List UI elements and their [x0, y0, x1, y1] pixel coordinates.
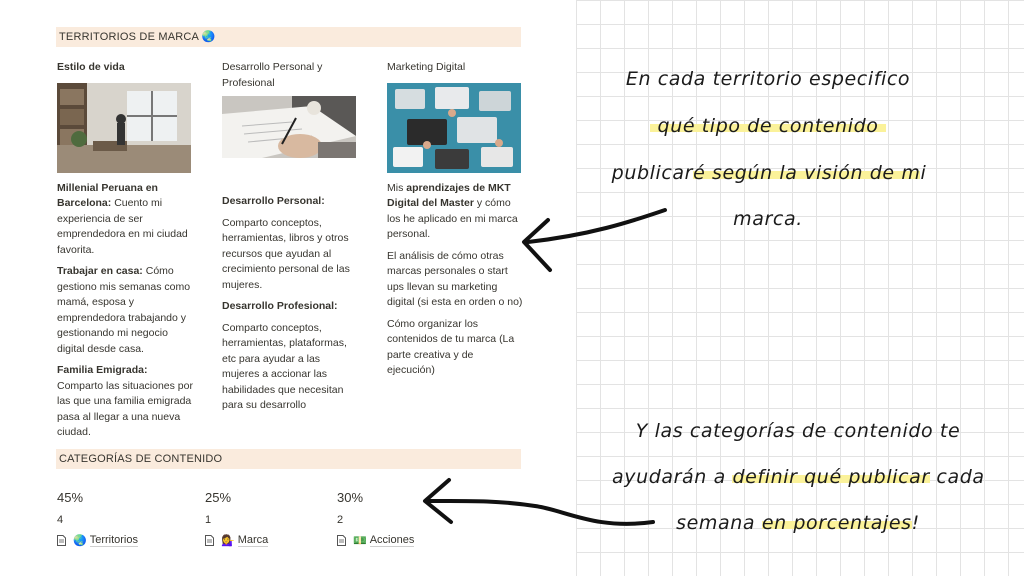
- highlight: qué tipo de contenido: [650, 115, 887, 137]
- marketing-photo[interactable]: [387, 83, 521, 173]
- paragraph: Desarrollo Profesional:: [222, 300, 338, 312]
- arrow-left-top-icon: [510, 200, 680, 290]
- category-emoji: 🌏: [73, 535, 87, 547]
- paragraph: Desarrollo Personal:: [222, 195, 325, 207]
- category-title: Acciones: [369, 534, 415, 546]
- paragraph: Millenial Peruana en Barcelona: Cuento mi experiencia de ser emprendedora en mi ciudad favorita.: [57, 181, 188, 256]
- category-count: 2: [337, 514, 344, 526]
- highlight: é según la visión de m: [693, 162, 921, 184]
- category-territorios: [57, 490, 177, 547]
- document-icon: [337, 535, 346, 546]
- writing-photo[interactable]: [222, 96, 356, 186]
- paragraph: Mis aprendizajes de MKT Digital del Master y cómo los he aplicado en mi marca personal.: [387, 181, 518, 240]
- category-percent: 30%: [337, 490, 364, 505]
- category-link[interactable]: [57, 534, 177, 547]
- paragraph: Comparto conceptos, herramientas, plataformas, etc para ayudar a las mujeres a accionar las habilidades que necesitan para su desarrollo: [222, 321, 347, 411]
- note-bottom-line3: semana en porcentajes!: [676, 512, 920, 534]
- lifestyle-photo[interactable]: [57, 83, 191, 173]
- note-bottom-line1: Y las categorías de contenido te: [635, 420, 961, 442]
- note-top-line2: [618, 115, 918, 137]
- note-top-line3: publicaré según la visión de mi: [611, 162, 927, 184]
- highlight: en porcentajes: [761, 512, 912, 534]
- category-emoji: 💵: [353, 535, 367, 547]
- column-title[interactable]: Marketing Digital: [387, 61, 466, 73]
- note-top-line4: marca.: [733, 208, 803, 230]
- category-count: 4: [57, 514, 64, 526]
- paragraph: Familia Emigrada: Comparto las situaciones por las que una familia emigrada pasa al llegar a una nueva ciudad.: [57, 364, 193, 438]
- document-icon: [205, 535, 214, 546]
- column-estilo-de-vida: [57, 60, 193, 447]
- category-percent: 25%: [205, 490, 232, 505]
- arrow-left-bottom-icon: [415, 470, 665, 540]
- paragraph: El análisis de cómo otras marcas personales o start ups llevan su marketing digital (si esta en orden o no): [387, 249, 523, 308]
- categorias-header: CATEGORÍAS DE CONTENIDO: [56, 449, 521, 469]
- territorios-header: TERRITORIOS DE MARCA 🌏: [56, 27, 521, 47]
- category-percent: 45%: [57, 490, 84, 505]
- column-title[interactable]: Estilo de vida: [57, 61, 125, 73]
- category-count: 1: [205, 514, 212, 526]
- category-title: Territorios: [89, 534, 138, 546]
- paragraph: Trabajar en casa: Cómo gestiono mis semanas como mamá, esposa y emprendedora trabajando y gestionando mi negocio digital desde casa.: [57, 265, 191, 355]
- category-emoji: 💁‍♀️: [221, 535, 235, 547]
- column-title[interactable]: Desarrollo Personal y Profesional: [222, 61, 323, 89]
- paragraph: Comparto conceptos, herramientas, libros y otros recursos que ayudan al crecimiento personal de las mujeres.: [222, 216, 350, 291]
- highlight: definir qué publicar: [732, 466, 930, 488]
- note-top-line1: En cada territorio especifico: [625, 68, 911, 90]
- category-title: Marca: [237, 534, 269, 546]
- note-bottom-line2: ayudarán a definir qué publicar cada: [612, 466, 985, 488]
- paragraph: Cómo organizar los contenidos de tu marca (La parte creativa y de ejecución): [387, 317, 515, 376]
- category-marca: [205, 490, 325, 547]
- column-desarrollo: [222, 60, 358, 420]
- document-icon: [57, 535, 66, 546]
- column-marketing-digital: [387, 60, 523, 385]
- category-link[interactable]: [205, 534, 325, 547]
